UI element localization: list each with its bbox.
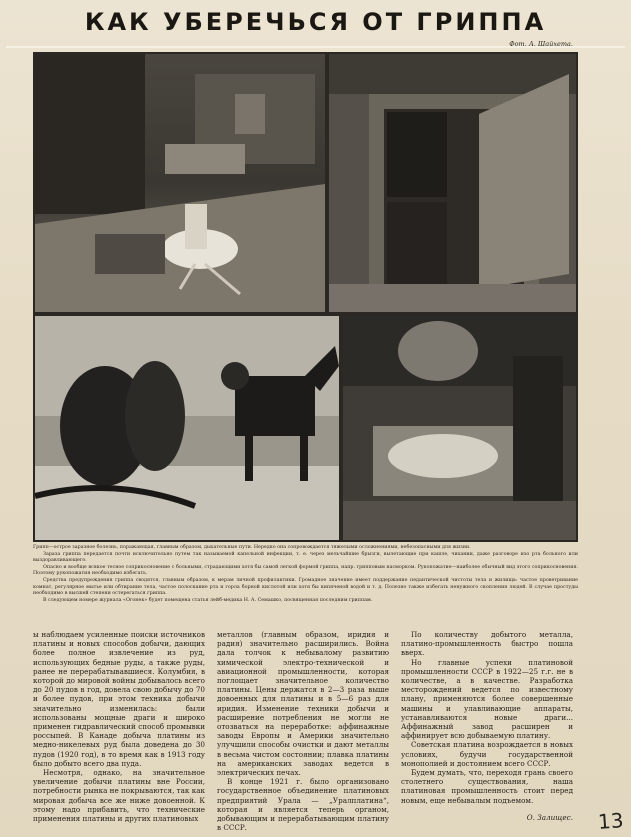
photo-kitchen-pot [343, 316, 576, 540]
article-column-3 [401, 630, 573, 822]
page-number: 13 [596, 808, 624, 834]
caption-paragraph: В следующем номере журнала «Огонек» будет помещена статья лейб-медика Н. А. Семашко, посвященная последним гриппам. [43, 597, 373, 603]
caption-paragraph: Грипп—острое заразное болезнь, поражающая, главным образом, дыхательные пути. Нередко она сопровождается тяжелыми осложнениями, небезопасными для жизни. [33, 545, 471, 550]
author-signature: О. Залищес. [526, 812, 573, 822]
caption-paragraph: Зараза гриппа передается почти исключительно путем так называемой капельной инфекции, т. е. через мельчайшие брызги, вылетающие при кашле, чихании, даже разговоре изо рта больного или выздоравливающего. [33, 551, 578, 564]
caption-paragraph: Средства предупреждения гриппа сводятся, главным образом, к мерам личной профилактики. Громадное значение имеет поддержание педантической чистоты тела и жилища: частое проветривание комнат, регулярное мытье или обтирание тела, частое полоскание рта и горла борной кислотой или хотя бы кипяченой водой и т. д. Полезно также избегать ненужного скопления людей. В случае простуды необходимо в высшей степени остерегаться гриппа. [33, 577, 578, 597]
article-paragraph: ы наблюдаем усиленные поиски источников платины и новых способов добычи, дающих более полное извлечение из руд, использующих бедные руды, а также руды, ранее не перерабатывавшиеся. Колумбия, в которой до мировой войны добывалось всего до 20 пудов в год, довела свою добычу до 70 и более пудов, при этом техника добычи значительно изменилась: были использованы мощные драги и широко применен гидравлический способ промывки россыпей. В Канаде добыча платины из медно-никелевых руд была доведена до 30 пудов (1920 год), в то время как в 1913 году было добыто всего два пуда. [33, 630, 205, 768]
photo-horse-cart [35, 316, 339, 540]
article-paragraph: Будем думать, что, переходя грань своего столетнего существования, наша платиновая промышленность стоит перед новым, еще небывалым подъемом. [401, 768, 573, 805]
article-paragraph: По количеству добытого металла, платино-промышленность быстро пошла вверх. [401, 630, 573, 658]
article-paragraph: Несмотря, однако, на значительное увеличение добычи платины вне России, потребности рынка не покрываются, так как мировая добыча все же ниже довоенной. К этому надо прибавить, что технические применения платины и других платиновых [33, 768, 205, 824]
article-paragraph: Советская платина возрождается в новых условиях, будучи государственной монополией и достоянием всего СССР. [401, 740, 573, 768]
photo-open-window [329, 54, 576, 312]
article-body [33, 630, 578, 833]
article-paragraph: Но главные успехи платиновой промышленности СССР в 1922—25 г.г. не в количестве, а в качестве. Разработка месторождений ведется по известному плану, применяются более совершенные машины и улавливающие аппараты, устанавливаются новые драги... Аффинажный завод расширен и аффинирует всю добываемую платину. [401, 657, 573, 741]
article-paragraph: В конце 1921 г. было организовано государственное объединение платиновых предприятий Урала — „Уралплатина“, которая и является теперь органом, добывающим и перерабатывающим платину в СССР. [217, 777, 389, 833]
caption-paragraph: Опасно и вообще всякое тесное соприкосновение с больными, страдающими хотя бы самой легкой формой гриппа, напр. грипповым насморком. Рукопожатие—наиболее обычный вид этого соприкосновения. Поэтому рукопожатия необходимо избегать. [33, 564, 578, 577]
page-title: КАК УБЕРЕЧЬСЯ ОТ ГРИППА [84, 8, 547, 36]
photo-woman-washing-floor [35, 54, 325, 312]
article-column-2 [217, 630, 389, 832]
photo-collage [33, 52, 578, 542]
article-column-1 [33, 630, 205, 823]
article-paragraph: металлов (главным образом, иридия и радия) значительно расширились. Война дала толчок к небывалому развитию химической электро-технической и авиационной промышленности, которая поглощает значительное количество платины. Цены держатся в 2—3 раза выше довоенных для платины и в 5—6 раз для иридия. Изменение техники добычи и расширение потребления не могли не отозваться на переработке: аффинажные заводы Европы и Америки значительно улучшили способы очистки и дают металлы в весьма чистом состоянии; плавка платины на американских заводах ведется в электрических печах. [217, 630, 389, 778]
photo-credit: Фот. А. Шайхета. [509, 40, 573, 48]
photo-caption [33, 545, 578, 604]
